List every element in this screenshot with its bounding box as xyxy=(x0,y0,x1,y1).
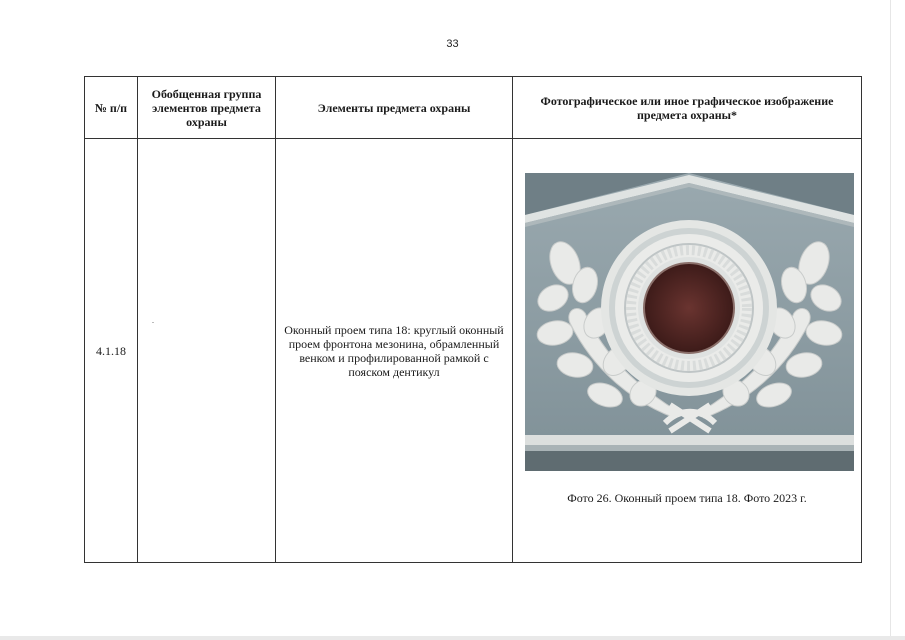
scan-dot xyxy=(152,322,154,323)
scan-edge-line xyxy=(890,0,891,640)
row-elements: Оконный проем типа 18: круглый оконный проем фронтона мезонина, обрамленный венком и профилированной рамкой с пояском дентикул xyxy=(276,139,513,563)
header-num: № п/п xyxy=(85,77,138,139)
header-group: Обобщенная группа элементов предмета охраны xyxy=(138,77,276,139)
header-elements: Элементы предмета охраны xyxy=(276,77,513,139)
row-group xyxy=(138,139,276,563)
header-photo: Фотографическое или иное графическое изображение предмета охраны* xyxy=(513,77,862,139)
row-num: 4.1.18 xyxy=(85,139,138,563)
table-header-row xyxy=(85,77,862,139)
scan-bottom-edge xyxy=(0,636,905,640)
table-row xyxy=(85,139,862,563)
page-number: 33 xyxy=(446,38,459,50)
row-photo xyxy=(513,139,862,563)
protection-elements-table xyxy=(84,76,862,563)
photo-caption: Фото 26. Оконный проем типа 18. Фото 2023 г. xyxy=(567,491,807,505)
photo-image xyxy=(525,173,854,471)
photo-window-type-18 xyxy=(525,173,854,471)
